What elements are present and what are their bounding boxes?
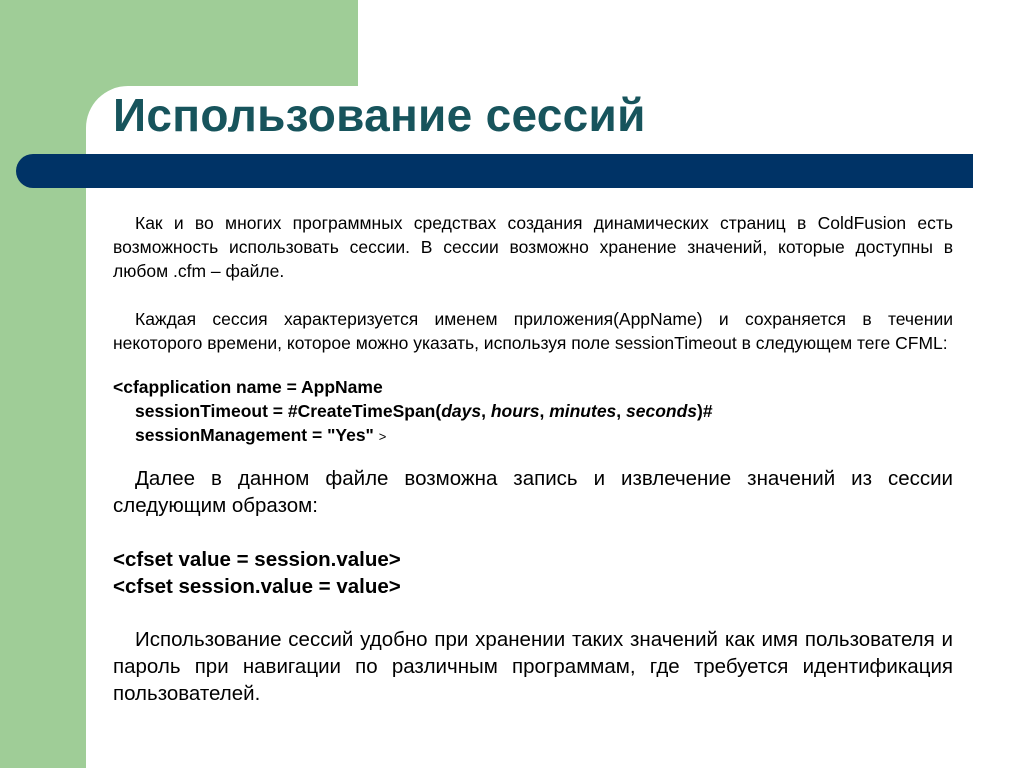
paragraph-usage-benefits: Использование сессий удобно при хранении таких значений как имя пользователя и пароль при навигации по различным программам, где требуется идентификация пользователей. [113,628,953,705]
slide-title: Использование сессий [113,89,646,141]
code-line-cfset-read: <cfset value = session.value> [113,548,401,571]
code-line-cfset-write: <cfset session.value = value> [113,575,401,598]
code-arg-seconds: seconds [626,401,698,421]
code-arg-hours: hours [490,401,540,421]
code-block-cfset [113,546,953,600]
code-arg-days: days [441,401,482,421]
code-line-session-management: sessionManagement = "Yes" > [135,425,387,445]
code-block-cfapplication [113,375,953,449]
paragraph-write-read: Далее в данном файле возможна запись и извлечение значений из сессии следующим образом: [113,467,953,517]
paragraph-session-description: Каждая сессия характеризуется именем приложения(AppName) и сохраняется в течении некоторого времени, которое можно указать, используя поле sessionTimeout в следующем теге CFML: [113,309,953,353]
code-line-session-timeout: sessionTimeout = #CreateTimeSpan(days, hours, minutes, seconds)# [135,401,713,421]
slide-body [113,211,953,707]
paragraph-intro: Как и во многих программных средствах создания динамических страниц в ColdFusion есть возможность использовать сессии. В сессии возможно хранение значений, которые доступны в любом .cfm – файле. [113,213,953,281]
code-closing-bracket: > [378,429,387,444]
code-arg-minutes: minutes [549,401,617,421]
title-underline-bar [16,154,973,188]
code-line-cfapplication: <cfapplication name = AppName [113,377,383,397]
